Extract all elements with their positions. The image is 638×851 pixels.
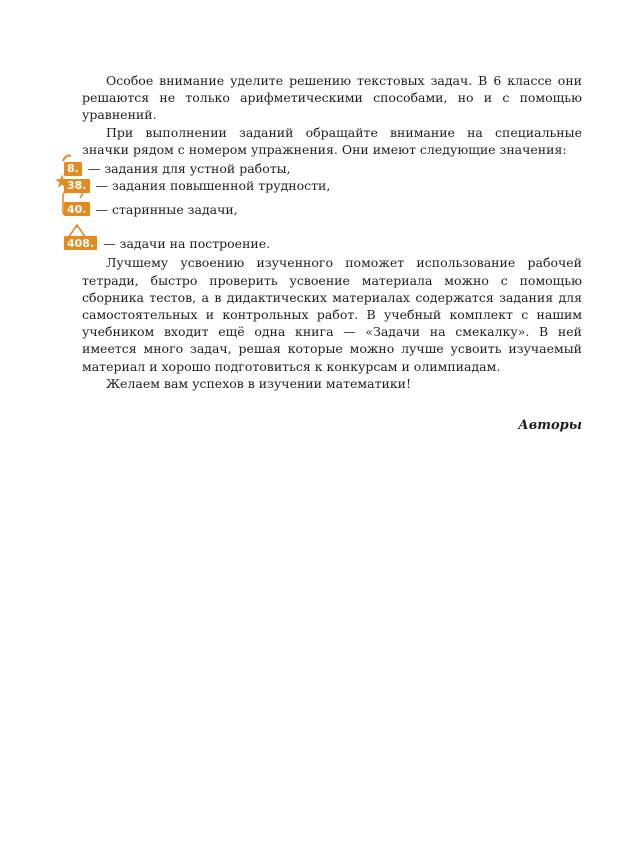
legend-label: задания повышенной трудности, — [112, 178, 331, 194]
legend-item-ancient: 40. — старинные задачи, — [64, 194, 582, 224]
symbol-legend — [67, 160, 582, 254]
legend-label: задачи на построение. — [119, 235, 271, 251]
compass-construction-icon — [64, 236, 101, 250]
exercise-number-badge: 40. — [64, 202, 90, 216]
exercise-number-badge: 8. — [64, 162, 82, 176]
intro-text-block — [67, 72, 582, 392]
exercise-number-badge: 408. — [64, 236, 97, 250]
paragraph-word-problems: Особое внимание уделите решению текстовых задач. В 6 классе они решаются не только арифметическими способами, но и с помощью уравнений. — [82, 73, 582, 123]
authors-signature: Авторы — [518, 418, 582, 433]
legend-label: задания для устной работы, — [104, 161, 291, 177]
exercise-number-badge: 38. — [64, 179, 90, 193]
scroll-ancient-icon — [64, 202, 94, 216]
legend-item-construction: 408. — задачи на построение. — [64, 232, 582, 254]
paragraph-wishes: Желаем вам успехов в изучении математики! — [106, 375, 412, 391]
legend-label: старинные задачи, — [112, 201, 238, 217]
paragraph-workbook: Лучшему усвоению изученного поможет использование рабочей тетради, быстро проверить усвоение материала можно с помощью сборника тестов, а в дидактических материалах содержатся задания для самостоятельных и контрольных работ. В учебный комплект с нашим учебником входит ещё одна книга — «Задачи на смекалку». В ней имеется много задач, решая которые можно лучше усвоить изучаемый материал и хорошо подготовиться к конкурсам и олимпиадам. — [82, 255, 582, 374]
legend-item-oral: 8. — задания для устной работы, — [64, 160, 582, 177]
legend-item-difficult: 38. — задания повышенной трудности, — [64, 177, 582, 194]
paragraph-special-marks: При выполнении заданий обращайте внимание на специальные значки рядом с номером упражнения. Они имеют следующие значения: — [82, 124, 582, 157]
